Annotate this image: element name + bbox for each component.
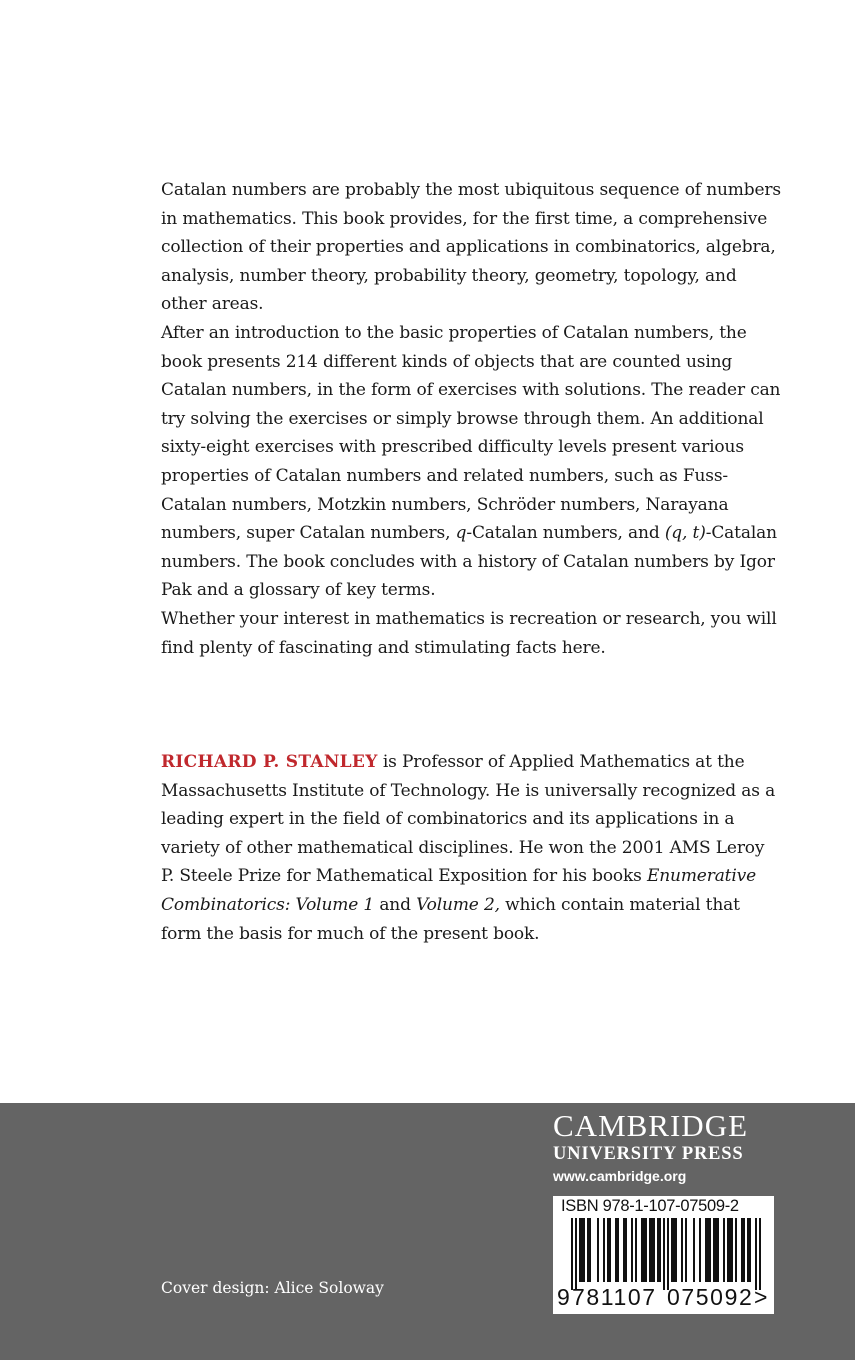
barcode-bar [729,1218,731,1282]
barcode-bar [615,1218,617,1282]
barcode-first-digit: 9 [557,1284,570,1310]
para2-text-a: After an introduction to the basic properties of Catalan numbers, the book presents 214 different kinds of objects that are counted using Catalan numbers, in the form of exercises with solutions. The reader can try solving the exercises or simply browse through them. An additional sixty-eight exercises with prescribed difficulty levels present various properties of Catalan numbers and related numbers, such as Fuss-Catalan numbers, Motzkin numbers, Schröder numbers, Narayana numbers, super Catalan numbers, [161,323,781,544]
bio-text-a: is Professor of Applied Mathematics at the Massachusetts Institute of Technology. He is universally recognized as a leading expert in the field of combinatorics and its applications in a variety of other mathematical disciplines. He won the 2001 AMS Leroy P. Steele Prize for Mathematical Exposition for his books [161,752,776,887]
barcode-bar [609,1218,611,1282]
barcode-bar [603,1218,605,1282]
barcode-bar [645,1218,647,1282]
barcode-bar [717,1218,719,1282]
barcode-bar [707,1218,709,1282]
barcode-bar [643,1218,645,1282]
barcode-bar [623,1218,625,1282]
cover-credit: Cover design: Alice Soloway [161,1279,384,1297]
barcode-bar [657,1218,659,1282]
barcode-bar [649,1218,651,1282]
barcode-bar [705,1218,707,1282]
barcode [553,1196,774,1314]
description-text [161,319,781,605]
barcode-bar [583,1218,585,1282]
author-name: RICHARD P. STANLEY [161,752,378,772]
barcode-arrow: > [754,1284,768,1310]
barcode-bar [659,1218,661,1282]
description-paragraph-2 [161,319,781,605]
publisher-name: CAMBRIDGE [553,1108,749,1143]
barcode-bar [673,1218,675,1282]
barcode-left-digits: 781107 [572,1284,657,1310]
barcode-bar [685,1218,687,1282]
para2-text-b: -Catalan numbers, and [466,523,665,544]
bio-text-b: and [374,894,417,915]
barcode-bar [571,1218,573,1290]
barcode-bar [581,1218,583,1282]
author-bio-text [161,748,781,948]
barcode-bar [723,1218,725,1282]
barcode-bar [731,1218,733,1282]
barcode-bar [715,1218,717,1282]
barcode-bar [653,1218,655,1282]
barcode-bar [579,1218,581,1282]
isbn-label: ISBN 978-1-107-07509-2 [561,1197,739,1215]
footer-band [0,1103,855,1360]
barcode-bar [625,1218,627,1282]
barcode-bar [631,1218,633,1282]
barcode-bar [749,1218,751,1282]
publisher-press: UNIVERSITY PRESS [553,1144,744,1164]
barcode-bar [635,1218,637,1282]
description-text: Catalan numbers are probably the most ubiquitous sequence of numbers in mathematics. This book provides, for the first time, a comprehensive collection of their properties and applications in combinatorics, algebra, analysis, number theory, probability theory, geometry, topology, and other areas. [161,180,781,315]
q-variable: q [455,523,467,544]
barcode-bar [699,1218,701,1282]
barcode-bar [735,1218,737,1282]
barcode-bar [693,1218,695,1282]
book-title-2: Volume 2, [416,894,500,915]
barcode-bar [607,1218,609,1282]
barcode-bar [759,1218,761,1290]
description-paragraph-1 [161,176,781,319]
barcode-bar [727,1218,729,1282]
author-bio [161,748,781,948]
description-paragraph-3 [161,605,781,662]
barcode-bar [589,1218,591,1282]
book-title-1: Enumerative Combinatorics: Volume 1 [161,866,757,915]
barcode-bar [741,1218,743,1282]
barcode-bar [641,1218,643,1282]
barcode-bar [709,1218,711,1282]
description-text: Whether your interest in mathematics is recreation or research, you will find plenty of fascinating and stimulating facts here. [161,609,777,658]
barcode-bar [755,1218,757,1290]
barcode-bar [575,1218,577,1290]
publisher-logo [553,1109,775,1187]
barcode-bar [663,1218,665,1290]
barcode-bar [675,1218,677,1282]
para2-text-c: -Catalan numbers. The book concludes with a history of Catalan numbers by Igor Pak and a glossary of key terms. [161,523,777,601]
barcode-bar [671,1218,673,1282]
barcode-bar [681,1218,683,1282]
barcode-right-digits: 075092 [667,1284,754,1310]
barcode-bar [743,1218,745,1282]
barcode-bar [597,1218,599,1282]
publisher-url: www.cambridge.org [553,1168,687,1184]
barcode-bar [617,1218,619,1282]
barcode-bar [713,1218,715,1282]
barcode-bar [587,1218,589,1282]
barcode-bar [651,1218,653,1282]
bio-text-c: which contain material that form the basis for much of the present book. [161,894,740,944]
barcode-bar [747,1218,749,1282]
qt-variable: (q, t) [664,523,706,544]
barcode-bar [667,1218,669,1290]
